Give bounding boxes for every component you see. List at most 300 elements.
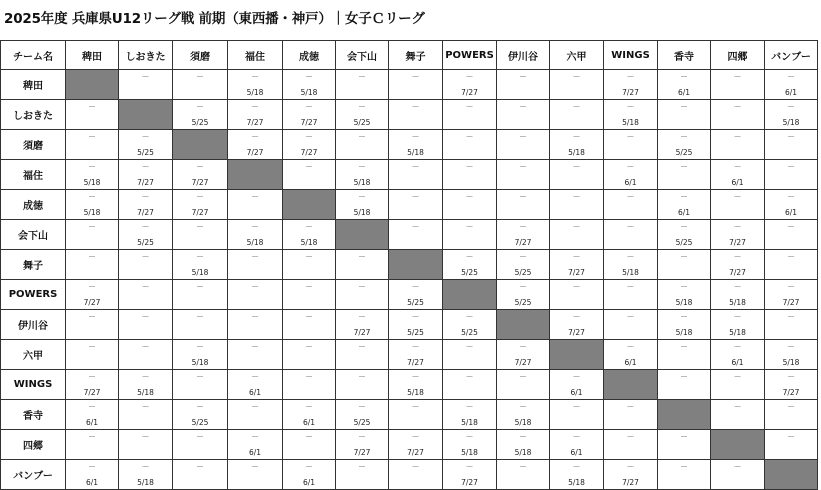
score-placeholder: － — [411, 312, 420, 321]
score-placeholder: － — [251, 222, 259, 231]
score-placeholder: － — [196, 72, 204, 81]
match-cell — [497, 100, 550, 130]
match-cell — [497, 340, 550, 370]
score-placeholder: － — [141, 402, 150, 411]
score-placeholder: － — [626, 342, 635, 351]
match-cell — [66, 220, 119, 250]
match-date: 6/1 — [248, 388, 262, 397]
score-placeholder: － — [88, 312, 96, 321]
match-date: 5/18 — [675, 328, 693, 337]
match-date: 5/18 — [83, 178, 101, 187]
row-header: 会下山 — [1, 220, 66, 250]
match-date: 6/1 — [302, 418, 316, 427]
score-placeholder: － — [251, 192, 259, 201]
match-cell — [66, 100, 119, 130]
row-header: 香寺 — [1, 400, 66, 430]
match-cell — [228, 430, 283, 460]
score-placeholder: － — [88, 462, 96, 471]
match-date: 5/18 — [300, 88, 318, 97]
table-row — [1, 100, 818, 130]
score-placeholder: － — [411, 72, 420, 81]
match-cell — [443, 100, 497, 130]
column-header: 須磨 — [173, 41, 228, 70]
score-placeholder: － — [572, 462, 581, 471]
table-row — [1, 400, 818, 430]
match-date: 6/1 — [624, 178, 637, 187]
score-placeholder: － — [88, 342, 96, 351]
table-row — [1, 430, 818, 460]
score-placeholder: － — [787, 432, 795, 441]
match-date: 7/27 — [782, 298, 800, 307]
match-date: 5/18 — [83, 208, 101, 217]
match-cell — [497, 160, 550, 190]
match-cell — [604, 190, 658, 220]
score-placeholder: － — [680, 102, 688, 111]
match-date: 7/27 — [300, 118, 318, 127]
match-cell — [604, 280, 658, 310]
match-cell — [283, 130, 336, 160]
score-placeholder: － — [465, 312, 474, 321]
score-placeholder: － — [626, 162, 635, 171]
score-placeholder: － — [88, 282, 96, 291]
match-cell — [443, 310, 497, 340]
match-date: 7/27 — [407, 448, 424, 457]
match-cell — [658, 430, 711, 460]
match-cell — [550, 190, 604, 220]
match-cell — [66, 370, 119, 400]
score-placeholder: － — [519, 402, 527, 411]
match-cell — [389, 100, 443, 130]
match-cell — [389, 340, 443, 370]
score-placeholder: － — [680, 282, 688, 291]
table-row — [1, 160, 818, 190]
score-placeholder: － — [626, 282, 635, 291]
score-placeholder: － — [465, 102, 474, 111]
score-placeholder: － — [251, 132, 259, 141]
table-row — [1, 190, 818, 220]
row-header: 伊川谷 — [1, 310, 66, 340]
score-placeholder: － — [733, 132, 742, 141]
match-cell — [389, 130, 443, 160]
score-placeholder: － — [305, 222, 313, 231]
match-cell — [228, 190, 283, 220]
match-date: 5/18 — [675, 298, 693, 307]
match-cell — [711, 220, 765, 250]
match-cell — [66, 130, 119, 160]
match-cell — [173, 160, 228, 190]
score-placeholder: － — [141, 252, 150, 261]
score-placeholder: － — [411, 462, 420, 471]
match-date: 7/27 — [514, 238, 532, 247]
score-placeholder: － — [680, 432, 688, 441]
diagonal-cell — [765, 460, 818, 490]
match-cell — [604, 160, 658, 190]
row-header: バンブー — [1, 460, 66, 490]
score-placeholder: － — [358, 102, 366, 111]
score-placeholder: － — [88, 192, 96, 201]
match-date: 5/18 — [568, 478, 585, 487]
score-placeholder: － — [626, 402, 635, 411]
score-placeholder: － — [465, 432, 474, 441]
match-cell — [765, 430, 818, 460]
table-row — [1, 310, 818, 340]
match-date: 5/18 — [191, 358, 209, 367]
column-header: 会下山 — [336, 41, 389, 70]
match-cell — [119, 310, 173, 340]
diagonal-cell — [66, 70, 119, 100]
score-placeholder: － — [572, 162, 581, 171]
score-placeholder: － — [358, 132, 366, 141]
match-date: 5/18 — [353, 178, 371, 187]
match-cell — [283, 160, 336, 190]
match-cell — [389, 160, 443, 190]
score-placeholder: － — [251, 342, 259, 351]
match-cell — [443, 460, 497, 490]
match-cell — [336, 310, 389, 340]
match-date: 5/18 — [246, 238, 264, 247]
page-title: 2025年度 兵庫県U12リーグ戦 前期（東西播・神戸）｜女子Ｃリーグ — [4, 11, 425, 27]
column-header: 成徳 — [283, 41, 336, 70]
match-cell — [283, 400, 336, 430]
score-placeholder: － — [733, 372, 742, 381]
match-cell — [658, 310, 711, 340]
match-cell — [228, 370, 283, 400]
score-placeholder: － — [411, 402, 420, 411]
match-date: 5/25 — [353, 118, 371, 127]
match-date: 5/25 — [137, 238, 154, 247]
match-cell — [711, 340, 765, 370]
match-cell — [173, 310, 228, 340]
match-cell — [443, 340, 497, 370]
score-placeholder: － — [251, 282, 259, 291]
score-placeholder: － — [196, 252, 204, 261]
row-header: 福住 — [1, 160, 66, 190]
match-date: 7/27 — [568, 328, 585, 337]
match-date: 6/1 — [85, 418, 99, 427]
match-cell — [283, 220, 336, 250]
match-cell — [765, 370, 818, 400]
match-cell — [711, 190, 765, 220]
score-placeholder: － — [196, 402, 204, 411]
match-cell — [336, 400, 389, 430]
match-cell — [443, 220, 497, 250]
match-cell — [336, 460, 389, 490]
match-cell — [443, 370, 497, 400]
match-cell — [604, 460, 658, 490]
table-body — [1, 70, 818, 490]
score-placeholder: － — [88, 252, 96, 261]
score-placeholder: － — [305, 312, 313, 321]
score-placeholder: － — [519, 462, 527, 471]
match-cell — [550, 280, 604, 310]
row-header: しおきた — [1, 100, 66, 130]
match-date: 7/27 — [353, 448, 371, 457]
match-cell — [336, 370, 389, 400]
column-header: 伊川谷 — [497, 41, 550, 70]
score-placeholder: － — [626, 222, 635, 231]
match-date: 5/25 — [675, 238, 693, 247]
score-placeholder: － — [141, 132, 150, 141]
table-row — [1, 340, 818, 370]
score-placeholder: － — [196, 312, 204, 321]
match-date: 6/1 — [570, 448, 583, 457]
match-cell — [550, 130, 604, 160]
match-date: 5/25 — [675, 148, 693, 157]
score-placeholder: － — [680, 162, 688, 171]
match-date: 5/18 — [782, 358, 800, 367]
row-header: 成徳 — [1, 190, 66, 220]
score-placeholder: － — [305, 162, 313, 171]
match-cell — [604, 100, 658, 130]
score-placeholder: － — [519, 372, 527, 381]
match-cell — [711, 70, 765, 100]
score-placeholder: － — [88, 222, 96, 231]
diagonal-cell — [711, 430, 765, 460]
match-cell — [228, 310, 283, 340]
table-row — [1, 370, 818, 400]
score-placeholder: － — [733, 402, 742, 411]
match-cell — [173, 460, 228, 490]
score-placeholder: － — [733, 72, 742, 81]
match-date: 7/27 — [137, 178, 154, 187]
score-placeholder: － — [251, 102, 259, 111]
match-cell — [336, 340, 389, 370]
table-row — [1, 130, 818, 160]
match-date: 6/1 — [731, 358, 744, 367]
score-placeholder: － — [196, 432, 204, 441]
score-placeholder: － — [358, 72, 366, 81]
match-date: 5/18 — [353, 208, 371, 217]
score-placeholder: － — [305, 342, 313, 351]
match-date: 6/1 — [677, 208, 691, 217]
diagonal-cell — [497, 310, 550, 340]
score-placeholder: － — [572, 192, 581, 201]
match-cell — [173, 250, 228, 280]
match-cell — [765, 70, 818, 100]
match-cell — [119, 220, 173, 250]
match-cell — [497, 430, 550, 460]
match-date: 5/18 — [407, 148, 424, 157]
match-date: 7/27 — [191, 208, 209, 217]
match-cell — [443, 400, 497, 430]
match-date: 5/18 — [137, 388, 154, 397]
match-cell — [228, 340, 283, 370]
match-cell — [550, 250, 604, 280]
match-cell — [228, 220, 283, 250]
match-cell — [66, 340, 119, 370]
match-cell — [66, 250, 119, 280]
match-cell — [119, 340, 173, 370]
score-placeholder: － — [572, 372, 581, 381]
match-cell — [66, 280, 119, 310]
column-header: 稗田 — [66, 41, 119, 70]
score-placeholder: － — [626, 192, 635, 201]
score-placeholder: － — [519, 72, 527, 81]
score-placeholder: － — [519, 192, 527, 201]
score-placeholder: － — [572, 72, 581, 81]
score-placeholder: － — [733, 252, 742, 261]
column-header: しおきた — [119, 41, 173, 70]
match-cell — [550, 310, 604, 340]
score-placeholder: － — [305, 372, 313, 381]
match-date: 5/18 — [729, 298, 746, 307]
match-cell — [283, 310, 336, 340]
match-cell — [658, 190, 711, 220]
match-cell — [66, 460, 119, 490]
match-cell — [604, 310, 658, 340]
match-cell — [283, 250, 336, 280]
score-placeholder: － — [680, 312, 688, 321]
score-placeholder: － — [358, 372, 366, 381]
match-cell — [173, 400, 228, 430]
match-date: 5/18 — [514, 448, 532, 457]
score-placeholder: － — [626, 252, 635, 261]
score-placeholder: － — [465, 192, 474, 201]
score-placeholder: － — [196, 192, 204, 201]
match-cell — [497, 460, 550, 490]
score-placeholder: － — [733, 342, 742, 351]
match-date: 5/18 — [514, 418, 532, 427]
score-placeholder: － — [251, 402, 259, 411]
score-placeholder: － — [305, 282, 313, 291]
match-date: 5/18 — [729, 328, 746, 337]
match-date: 5/18 — [782, 118, 800, 127]
diagonal-cell — [604, 370, 658, 400]
match-cell — [604, 340, 658, 370]
match-date: 5/25 — [407, 328, 424, 337]
match-date: 5/18 — [622, 118, 639, 127]
match-cell — [336, 250, 389, 280]
match-cell — [604, 70, 658, 100]
match-cell — [765, 160, 818, 190]
match-cell — [765, 190, 818, 220]
match-cell — [443, 70, 497, 100]
score-placeholder: － — [411, 372, 420, 381]
score-placeholder: － — [519, 162, 527, 171]
score-placeholder: － — [733, 462, 742, 471]
match-cell — [711, 310, 765, 340]
match-cell — [389, 460, 443, 490]
match-cell — [336, 190, 389, 220]
column-header: 福住 — [228, 41, 283, 70]
match-date: 5/18 — [461, 418, 478, 427]
score-placeholder: － — [733, 102, 742, 111]
match-cell — [389, 370, 443, 400]
score-placeholder: － — [519, 252, 527, 261]
match-date: 7/27 — [353, 328, 371, 337]
match-cell — [550, 70, 604, 100]
match-cell — [173, 340, 228, 370]
score-placeholder: － — [196, 282, 204, 291]
match-date: 6/1 — [570, 388, 583, 397]
match-cell — [389, 190, 443, 220]
table-row — [1, 280, 818, 310]
match-date: 7/27 — [461, 478, 478, 487]
score-placeholder: － — [358, 462, 366, 471]
match-cell — [550, 400, 604, 430]
diagonal-cell — [658, 400, 711, 430]
match-cell — [658, 340, 711, 370]
match-cell — [173, 220, 228, 250]
match-cell — [336, 100, 389, 130]
score-placeholder: － — [465, 72, 474, 81]
score-placeholder: － — [196, 372, 204, 381]
match-date: 5/25 — [353, 418, 371, 427]
score-placeholder: － — [626, 132, 635, 141]
match-cell — [336, 430, 389, 460]
diagonal-cell — [550, 340, 604, 370]
match-cell — [497, 280, 550, 310]
score-placeholder: － — [733, 312, 742, 321]
match-cell — [228, 400, 283, 430]
match-cell — [711, 400, 765, 430]
diagonal-cell — [336, 220, 389, 250]
match-cell — [389, 310, 443, 340]
score-placeholder: － — [251, 312, 259, 321]
match-date: 7/27 — [782, 388, 800, 397]
match-cell — [711, 460, 765, 490]
match-cell — [658, 160, 711, 190]
column-header: 六甲 — [550, 41, 604, 70]
score-placeholder: － — [572, 102, 581, 111]
match-cell — [336, 130, 389, 160]
match-date: 7/27 — [83, 388, 101, 397]
score-placeholder: － — [787, 222, 795, 231]
match-date: 6/1 — [731, 178, 744, 187]
score-placeholder: － — [88, 372, 96, 381]
match-date: 7/27 — [622, 478, 639, 487]
score-placeholder: － — [141, 372, 150, 381]
score-placeholder: － — [411, 222, 420, 231]
score-placeholder: － — [411, 432, 420, 441]
score-placeholder: － — [787, 402, 795, 411]
score-placeholder: － — [411, 102, 420, 111]
score-placeholder: － — [141, 432, 150, 441]
diagonal-cell — [173, 130, 228, 160]
score-placeholder: － — [519, 102, 527, 111]
match-cell — [173, 370, 228, 400]
score-placeholder: － — [141, 162, 150, 171]
match-cell — [173, 100, 228, 130]
match-cell — [497, 370, 550, 400]
match-cell — [283, 370, 336, 400]
match-cell — [443, 130, 497, 160]
match-cell — [283, 70, 336, 100]
match-cell — [711, 370, 765, 400]
score-placeholder: － — [196, 462, 204, 471]
score-placeholder: － — [626, 432, 635, 441]
match-cell — [119, 190, 173, 220]
match-date: 6/1 — [248, 448, 262, 457]
match-date: 5/18 — [246, 88, 264, 97]
match-cell — [119, 400, 173, 430]
score-placeholder: － — [465, 372, 474, 381]
score-placeholder: － — [251, 252, 259, 261]
score-placeholder: － — [358, 162, 366, 171]
match-cell — [765, 400, 818, 430]
match-date: 7/27 — [729, 268, 746, 277]
match-cell — [228, 100, 283, 130]
score-placeholder: － — [141, 342, 150, 351]
match-cell — [765, 220, 818, 250]
score-placeholder: － — [572, 222, 581, 231]
match-cell — [604, 400, 658, 430]
match-cell — [604, 250, 658, 280]
match-cell — [66, 400, 119, 430]
match-date: 7/27 — [729, 238, 746, 247]
match-cell — [550, 220, 604, 250]
row-header: 四郷 — [1, 430, 66, 460]
